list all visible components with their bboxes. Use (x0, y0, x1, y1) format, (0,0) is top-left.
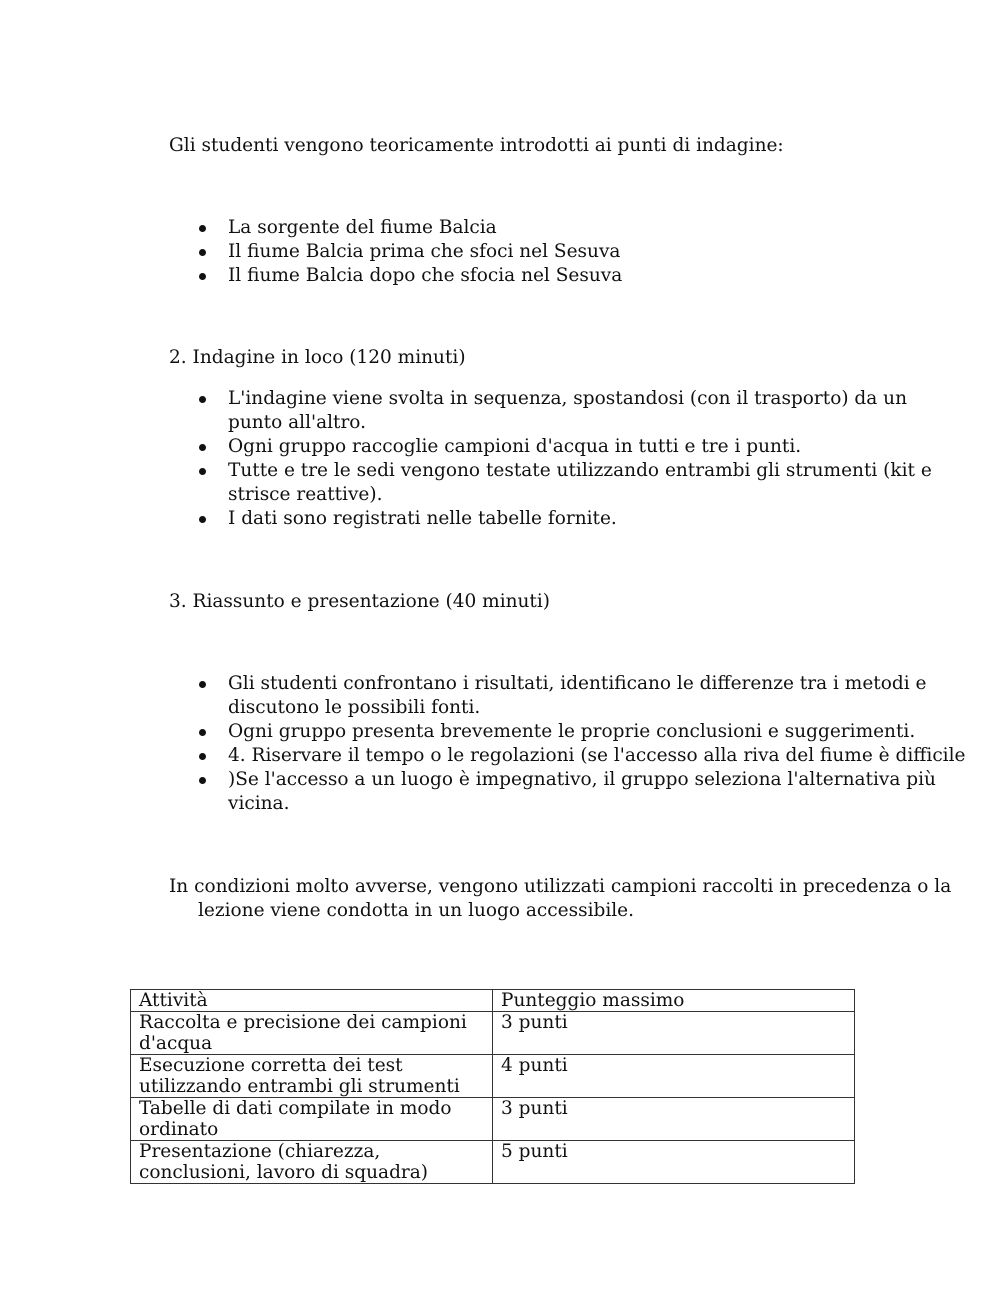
column-header-max-score: Punteggio massimo (493, 990, 855, 1012)
section3-heading: 3. Riassunto e presentazione (40 minuti) (169, 591, 551, 612)
bullet-icon (199, 777, 206, 784)
list-item: 4. Riservare il tempo o le regolazioni (se l'accesso alla riva del fiume è difficile (228, 744, 958, 768)
score-cell: 3 punti (493, 1098, 855, 1141)
table-header-row (131, 990, 855, 1012)
investigation-points-list (228, 216, 958, 288)
score-cell: 5 punti (493, 1141, 855, 1184)
section2-list (228, 387, 958, 531)
bullet-icon (199, 729, 206, 736)
table-row (131, 1012, 855, 1055)
list-item: Gli studenti confrontano i risultati, identificano le differenze tra i metodi e discutono le possibili fonti. (228, 672, 958, 720)
table-row (131, 1098, 855, 1141)
intro-paragraph: Gli studenti vengono teoricamente introdotti ai punti di indagine: (169, 135, 784, 156)
bullet-icon (199, 273, 206, 280)
list-item: L'indagine viene svolta in sequenza, spostandosi (con il trasporto) da un punto all'altro. (228, 387, 958, 435)
bullet-icon (199, 753, 206, 760)
conditions-paragraph: In condizioni molto avverse, vengono utilizzati campioni raccolti in precedenza o la lezione viene condotta in un luogo accessibile. (169, 876, 952, 921)
bullet-icon (199, 396, 206, 403)
table-row (131, 1055, 855, 1098)
activity-cell: Presentazione (chiarezza, conclusioni, lavoro di squadra) (131, 1141, 493, 1184)
list-item: Il fiume Balcia dopo che sfocia nel Sesuva (228, 264, 958, 288)
list-item: Il fiume Balcia prima che sfoci nel Sesuva (228, 240, 958, 264)
activity-cell: Raccolta e precisione dei campioni d'acqua (131, 1012, 493, 1055)
bullet-icon (199, 444, 206, 451)
score-cell: 4 punti (493, 1055, 855, 1098)
scoring-table (130, 989, 855, 1184)
list-item: I dati sono registrati nelle tabelle fornite. (228, 507, 958, 531)
activity-cell: Esecuzione corretta dei test utilizzando entrambi gli strumenti (131, 1055, 493, 1098)
list-item: La sorgente del fiume Balcia (228, 216, 958, 240)
section3-list (228, 672, 966, 816)
column-header-activity: Attività (131, 990, 493, 1012)
bullet-icon (199, 249, 206, 256)
activity-cell: Tabelle di dati compilate in modo ordinato (131, 1098, 493, 1141)
score-cell: 3 punti (493, 1012, 855, 1055)
bullet-icon (199, 681, 206, 688)
bullet-icon (199, 225, 206, 232)
bullet-icon (199, 468, 206, 475)
section2-heading: 2. Indagine in loco (120 minuti) (169, 347, 466, 368)
list-item: )Se l'accesso a un luogo è impegnativo, il gruppo seleziona l'alternativa più vicina. (228, 768, 958, 816)
list-item: Tutte e tre le sedi vengono testate utilizzando entrambi gli strumenti (kit e strisce reattive). (228, 459, 958, 507)
bullet-icon (199, 516, 206, 523)
list-item: Ogni gruppo raccoglie campioni d'acqua in tutti e tre i punti. (228, 435, 958, 459)
list-item: Ogni gruppo presenta brevemente le proprie conclusioni e suggerimenti. (228, 720, 958, 744)
table-row (131, 1141, 855, 1184)
